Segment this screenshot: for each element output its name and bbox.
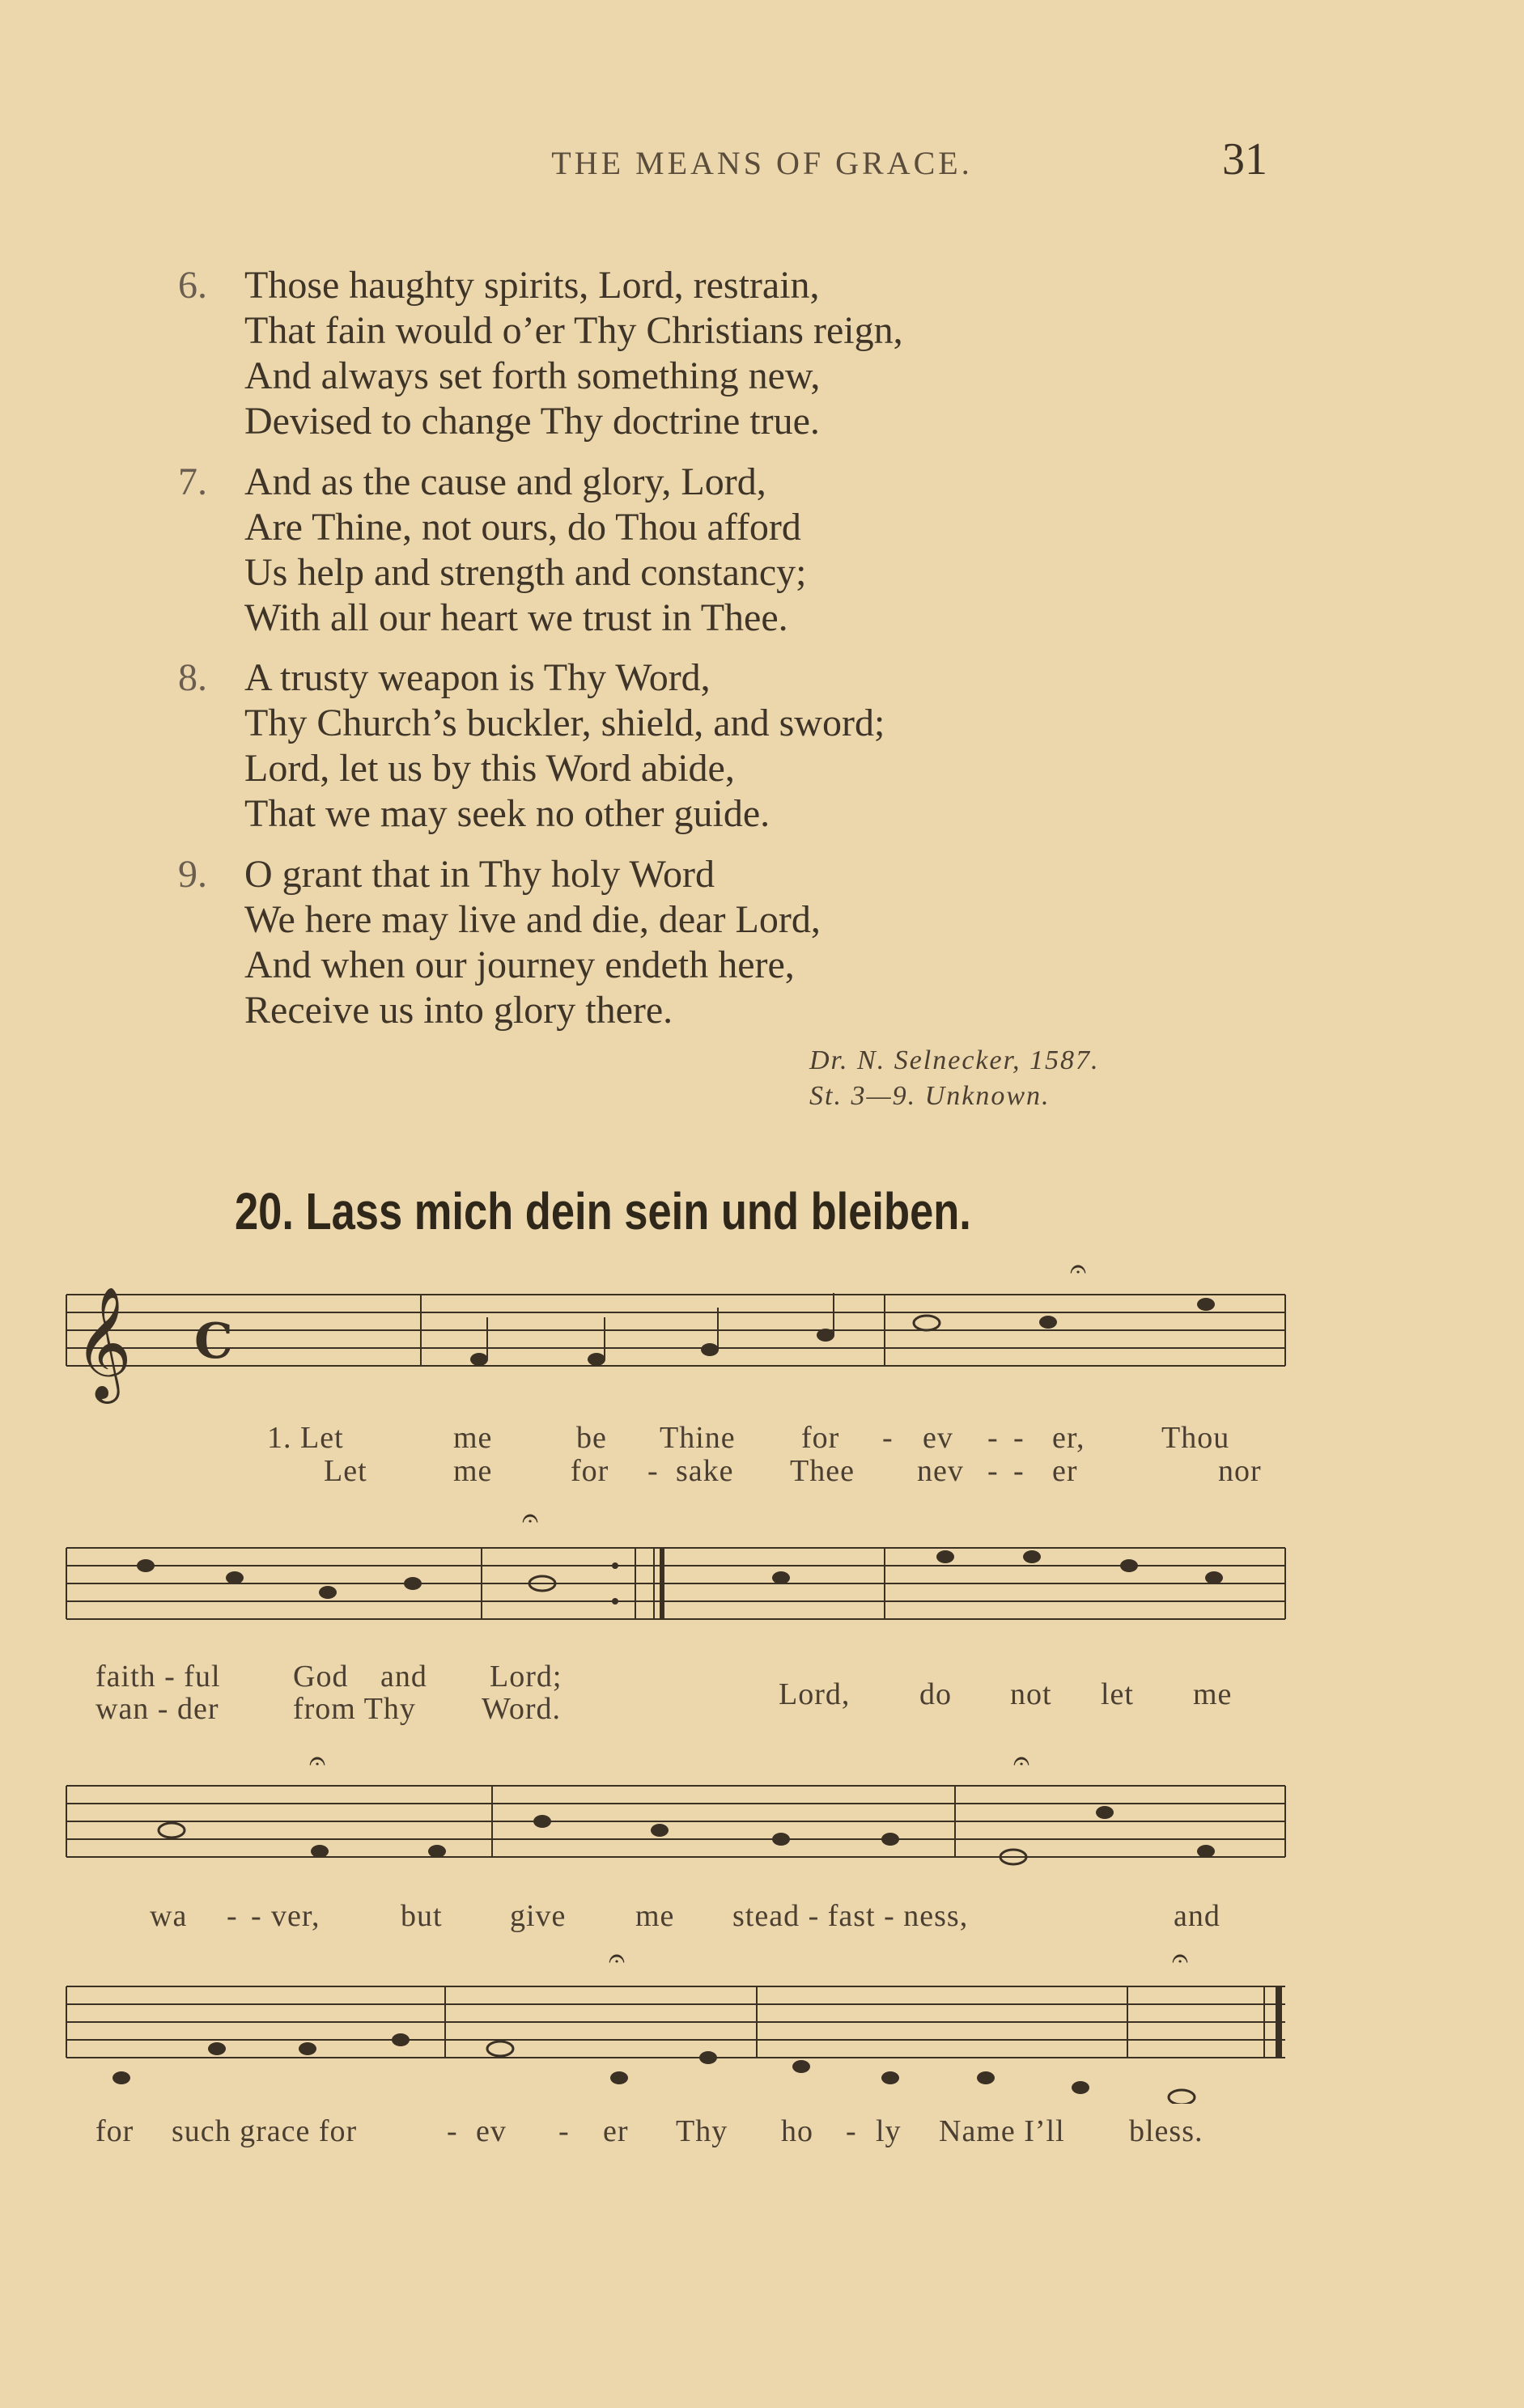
stanza-line: And as the cause and glory, Lord, (244, 460, 766, 503)
lyric-syllable: Let (324, 1454, 367, 1488)
lyric-syllable: be (576, 1421, 607, 1455)
treble-clef-icon: 𝄞 (74, 1287, 132, 1399)
lyric-syllable: wan - der (96, 1692, 219, 1726)
stanza-line: And when our journey endeth here, (244, 943, 795, 986)
music-staff-system-2 (0, 1505, 1524, 1634)
lyric-syllable: bless. (1129, 2114, 1203, 2148)
lyric-hyphen: - (647, 1454, 659, 1488)
lyric-syllable: ver, (271, 1899, 321, 1933)
lyric-hyphen: - (1013, 1421, 1025, 1455)
lyric-syllable: ho (781, 2114, 813, 2148)
lyric-syllable: ev (476, 2114, 507, 2148)
lyric-syllable: me (1193, 1677, 1233, 1711)
lyric-syllable: ev (923, 1421, 953, 1455)
lyric-syllable: for (571, 1454, 609, 1488)
lyric-hyphen: - (987, 1454, 999, 1488)
lyric-hyphen: - (227, 1899, 238, 1933)
lyric-syllable: er, (1052, 1421, 1085, 1455)
lyric-syllable: Lord; (490, 1660, 562, 1694)
lyric-syllable: Thy (676, 2114, 728, 2148)
lyric-hyphen: - (558, 2114, 570, 2148)
lyric-syllable: let (1101, 1677, 1134, 1711)
lyric-syllable: give (510, 1899, 567, 1933)
stanza-line: Those haughty spirits, Lord, restrain, (244, 264, 820, 307)
lyric-syllable: er (1052, 1454, 1078, 1488)
stanza-credit: St. 3—9. Unknown. (809, 1081, 1051, 1111)
stanza-line: Devised to change Thy doctrine true. (244, 400, 820, 443)
lyric-syllable: for (801, 1421, 840, 1455)
music-staff-system-4 (0, 1942, 1524, 2104)
lyric-hyphen: - (251, 1899, 262, 1933)
lyric-hyphen: - (882, 1421, 894, 1455)
lyric-hyphen: - (987, 1421, 999, 1455)
lyric-syllable: God (293, 1660, 349, 1694)
lyric-syllable: for (96, 2114, 134, 2148)
lyric-syllable: sake (676, 1454, 734, 1488)
page-number: 31 (1222, 134, 1267, 184)
lyric-hyphen: - (1013, 1454, 1025, 1488)
lyric-syllable: me (453, 1421, 493, 1455)
lyric-syllable: Thee (790, 1454, 855, 1488)
stanza-line: With all our heart we trust in Thee. (244, 596, 788, 639)
stanza-line: A trusty weapon is Thy Word, (244, 656, 711, 699)
fermata-icon: 𝄐 (609, 1942, 626, 1975)
stanza-line: We here may live and die, dear Lord, (244, 898, 821, 941)
lyric-syllable: ly (876, 2114, 902, 2148)
lyric-syllable: wa (150, 1899, 188, 1933)
music-staff-system-3 (0, 1748, 1524, 1877)
fermata-icon: 𝄐 (1070, 1262, 1087, 1286)
stanza-line: Lord, let us by this Word abide, (244, 747, 735, 790)
stanza-line: Are Thine, not ours, do Thou afford (244, 506, 801, 549)
lyric-syllable: not (1010, 1677, 1052, 1711)
music-staff-system-1 (0, 1262, 1524, 1408)
stanza-line: That fain would o’er Thy Christians reign, (244, 309, 903, 352)
fermata-icon: 𝄐 (309, 1748, 326, 1778)
stanza-line: That we may seek no other guide. (244, 792, 770, 835)
running-header: THE MEANS OF GRACE. (551, 145, 973, 181)
lyric-syllable: er (603, 2114, 629, 2148)
stanza-number: 9. (178, 853, 207, 896)
common-time-icon: C (194, 1313, 233, 1370)
fermata-icon: 𝄐 (1013, 1748, 1030, 1778)
lyric-syllable: Name I’ll (939, 2114, 1065, 2148)
stanza-number: 7. (178, 460, 207, 503)
lyric-syllable: from Thy (293, 1692, 416, 1726)
stanza-number: 6. (178, 264, 207, 307)
lyric-syllable: do (919, 1677, 952, 1711)
lyric-syllable: Word. (482, 1692, 561, 1726)
lyric-syllable: nor (1218, 1454, 1262, 1488)
lyric-syllable: but (401, 1899, 443, 1933)
stanza-line: Us help and strength and constancy; (244, 551, 807, 594)
fermata-icon: 𝄐 (1172, 1942, 1189, 1975)
lyric-hyphen: - (846, 2114, 857, 2148)
lyric-syllable: nev (917, 1454, 964, 1488)
lyric-syllable: and (1174, 1899, 1220, 1933)
lyric-syllable: me (453, 1454, 493, 1488)
hymn-title: 20. Lass mich dein sein und bleiben. (235, 1182, 971, 1240)
lyric-syllable: 1. Let (267, 1421, 344, 1455)
lyric-syllable: faith - ful (96, 1660, 221, 1694)
stanza-line: Thy Church’s buckler, shield, and sword; (244, 702, 885, 744)
stanza-number: 8. (178, 656, 207, 699)
author-credit: Dr. N. Selnecker, 1587. (809, 1045, 1100, 1075)
lyric-syllable: such grace for (172, 2114, 358, 2148)
lyric-hyphen: - (447, 2114, 458, 2148)
stanza-line: Receive us into glory there. (244, 989, 673, 1032)
stanza-line: O grant that in Thy holy Word (244, 853, 715, 896)
lyric-syllable: me (635, 1899, 675, 1933)
lyric-syllable: stead - fast - ness, (732, 1899, 969, 1933)
fermata-icon: 𝄐 (522, 1505, 539, 1535)
lyric-syllable: Thou (1161, 1421, 1230, 1455)
lyric-syllable: Lord, (779, 1677, 851, 1711)
stanza-line: And always set forth something new, (244, 354, 821, 397)
lyric-syllable: and (380, 1660, 427, 1694)
lyric-syllable: Thine (660, 1421, 736, 1455)
